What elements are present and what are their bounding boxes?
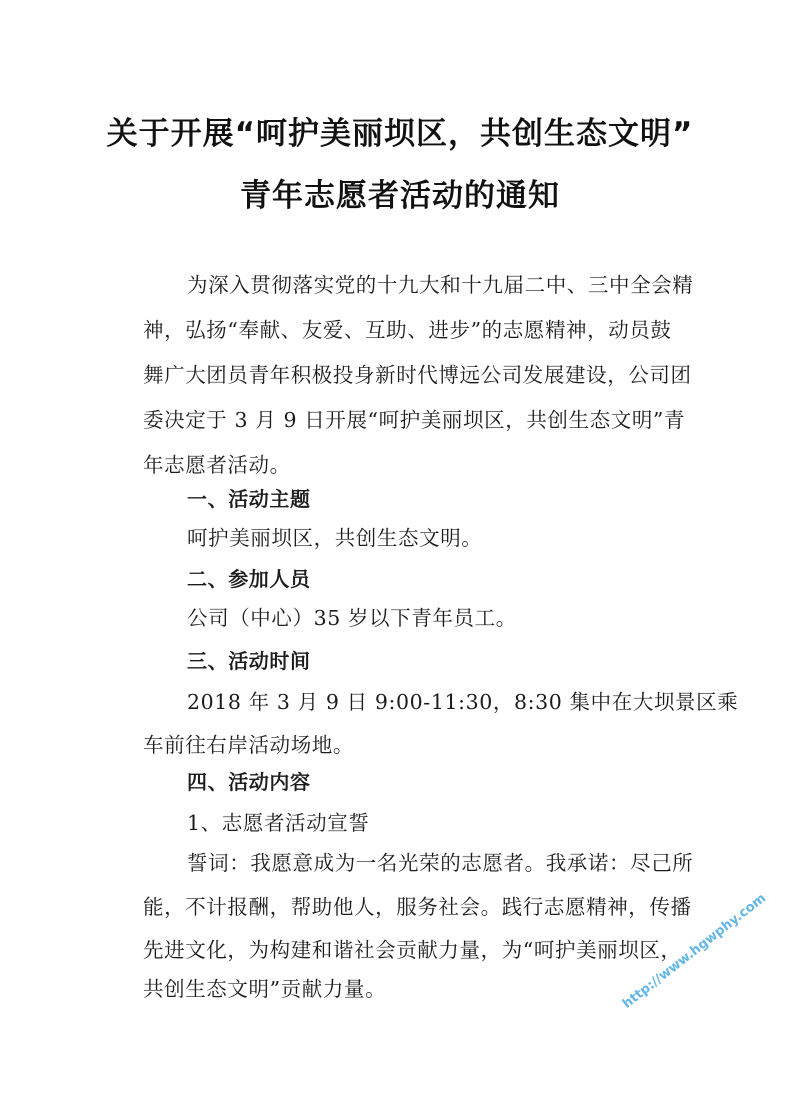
document-title-line-1: 关于开展“呵护美丽坝区，共创生态文明” — [106, 116, 694, 152]
intro-paragraph-line: 为深入贯彻落实党的十九大和十九届二中、三中全会精 — [187, 273, 694, 297]
section-heading-content: 四、活动内容 — [187, 770, 311, 794]
section-heading-participants: 二、参加人员 — [187, 567, 311, 591]
watermark: http://www.hgwphy.com — [620, 890, 769, 1012]
document-title-line-2: 青年志愿者活动的通知 — [240, 178, 560, 214]
section-text-participants: 公司（中心）35 岁以下青年员工。 — [187, 606, 517, 630]
oath-text-line: 誓词：我愿意成为一名光荣的志愿者。我承诺：尽己所 — [187, 851, 694, 875]
intro-paragraph-line: 委决定于 3 月 9 日开展“呵护美丽坝区，共创生态文明”青 — [143, 408, 686, 432]
oath-text-line: 能，不计报酬，帮助他人，服务社会。践行志愿精神，传播 — [143, 895, 692, 919]
section-text-time: 车前往右岸活动场地。 — [143, 733, 354, 757]
section-heading-time: 三、活动时间 — [187, 649, 311, 673]
oath-text-line: 共创生态文明”贡献力量。 — [143, 977, 387, 1001]
content-item-oath-title: 1、志愿者活动宣誓 — [187, 811, 370, 835]
intro-paragraph-line: 舞广大团员青年积极投身新时代博远公司发展建设，公司团 — [143, 363, 692, 387]
oath-text-line: 先进文化，为构建和谐社会贡献力量，为“呵护美丽坝区， — [143, 938, 682, 962]
section-heading-theme: 一、活动主题 — [187, 487, 311, 511]
section-text-theme: 呵护美丽坝区，共创生态文明。 — [187, 526, 483, 550]
intro-paragraph-line: 神，弘扬“奉献、友爱、互助、进步”的志愿精神，动员鼓 — [143, 318, 672, 342]
section-text-time: 2018 年 3 月 9 日 9:00-11:30，8:30 集中在大坝景区乘 — [187, 690, 739, 714]
intro-paragraph-line: 年志愿者活动。 — [143, 453, 291, 477]
